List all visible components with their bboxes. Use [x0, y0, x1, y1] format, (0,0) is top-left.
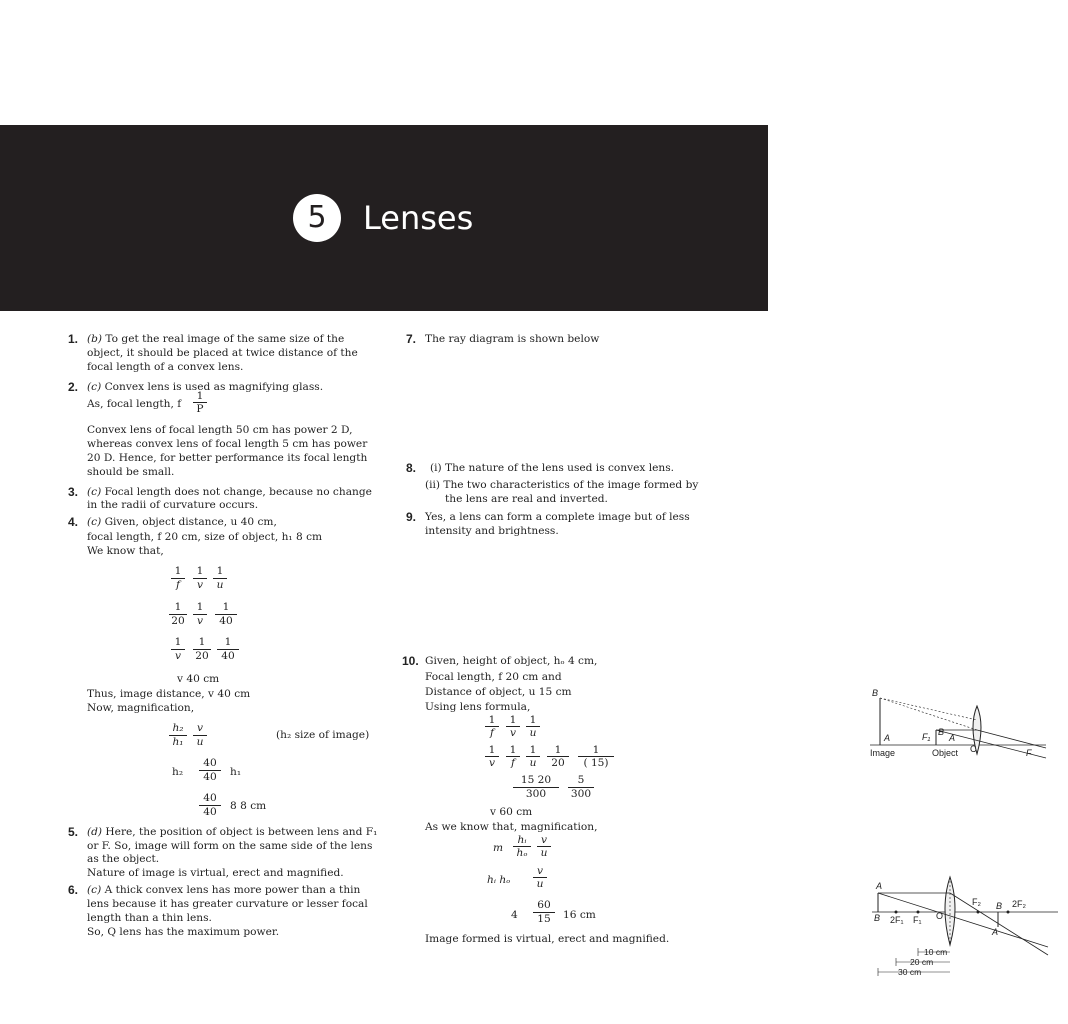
fraction-1-over-p: $\frac{1}{P}$: [193, 390, 207, 415]
eq4-1-frac-b: $\frac{1}{v}$: [193, 565, 207, 592]
eq4-1-frac-c: $\frac{1}{u}$: [213, 565, 227, 592]
ray-diagram-q7: [864, 684, 1049, 764]
eq10-m1-frac-b: $\frac{v}{u}$: [537, 834, 551, 859]
eq4-m3-frac: $\frac{40}{40}$: [199, 792, 221, 819]
eq10-2-frac-d: $\frac{1}{20}$: [547, 744, 569, 769]
eq10-1-frac-c: $\frac{1}{u}$: [526, 714, 540, 739]
label-C: C: [970, 744, 977, 754]
label-B-prime: B: [996, 901, 1003, 911]
chapter-number-badge: 5: [293, 194, 341, 242]
label-B2: B: [938, 727, 945, 737]
label-B: B: [874, 913, 881, 923]
eq10-1-frac-a: $\frac{1}{f}$: [485, 714, 499, 739]
eq4-m1-frac-a: $\frac{\text{h₂}}{\text{h₁}}$: [169, 722, 187, 749]
eq10-2-frac-b: $\frac{1}{f}$: [506, 744, 520, 769]
dim-30cm: 30 cm: [898, 967, 922, 977]
label-A-prime: A: [992, 927, 999, 937]
dim-20cm: 20 cm: [910, 957, 934, 967]
chapter-title: Lenses: [363, 199, 474, 237]
label-B: B: [872, 688, 879, 698]
eq4-2-frac-c: $\frac{1}{40}$: [215, 601, 237, 628]
label-image: Image: [870, 748, 896, 758]
label-F2: F₂: [972, 897, 981, 907]
eq10-m3-frac: $\frac{60}{15}$: [533, 899, 555, 926]
label-2F2: 2F₂: [1012, 899, 1026, 909]
eq4-m2-frac: $\frac{40}{40}$: [199, 757, 221, 784]
eq4-3-frac-c: $\frac{1}{40}$: [217, 636, 239, 663]
eq10-1-frac-b: $\frac{1}{v}$: [506, 714, 520, 739]
label-A2: A: [949, 733, 956, 743]
dim-10cm: 10 cm: [924, 947, 948, 957]
eq10-2-frac-a: $\frac{1}{v}$: [485, 744, 499, 769]
eq4-2-frac-b: $\frac{1}{v}$: [193, 601, 207, 628]
eq10-m1-frac-a: $\frac{\text{hᵢ}}{\text{hₒ}}$: [513, 834, 531, 859]
eq10-3-frac-a: $\frac{15 20}{300}$: [513, 774, 559, 801]
eq10-2-frac-c: $\frac{1}{u}$: [526, 744, 540, 769]
label-O: O: [936, 911, 944, 921]
eq4-3-frac-b: $\frac{1}{20}$: [193, 636, 211, 663]
label-F1: F₁: [922, 732, 931, 742]
label-object: Object: [932, 748, 959, 758]
eq10-m2-frac: $\frac{v}{u}$: [533, 865, 547, 890]
label-F: F: [1026, 748, 1032, 758]
ray-diagram-q9: [868, 877, 1068, 979]
label-A: A: [876, 881, 883, 891]
label-A: A: [884, 733, 891, 743]
eq4-3-frac-a: $\frac{1}{v}$: [171, 636, 185, 663]
label-2F1: 2F₁: [890, 915, 904, 925]
eq4-m1-frac-b: $\frac{v}{u}$: [193, 722, 207, 749]
label-F1: F₁: [913, 915, 922, 925]
eq10-2-frac-e: $\frac{1}{( 15)}$: [578, 744, 614, 769]
eq4-1-frac-a: $\frac{1}{f}$: [171, 565, 185, 592]
eq10-3-frac-b: $\frac{5}{300}$: [568, 774, 594, 801]
eq4-2-frac-a: $\frac{1}{20}$: [169, 601, 187, 628]
